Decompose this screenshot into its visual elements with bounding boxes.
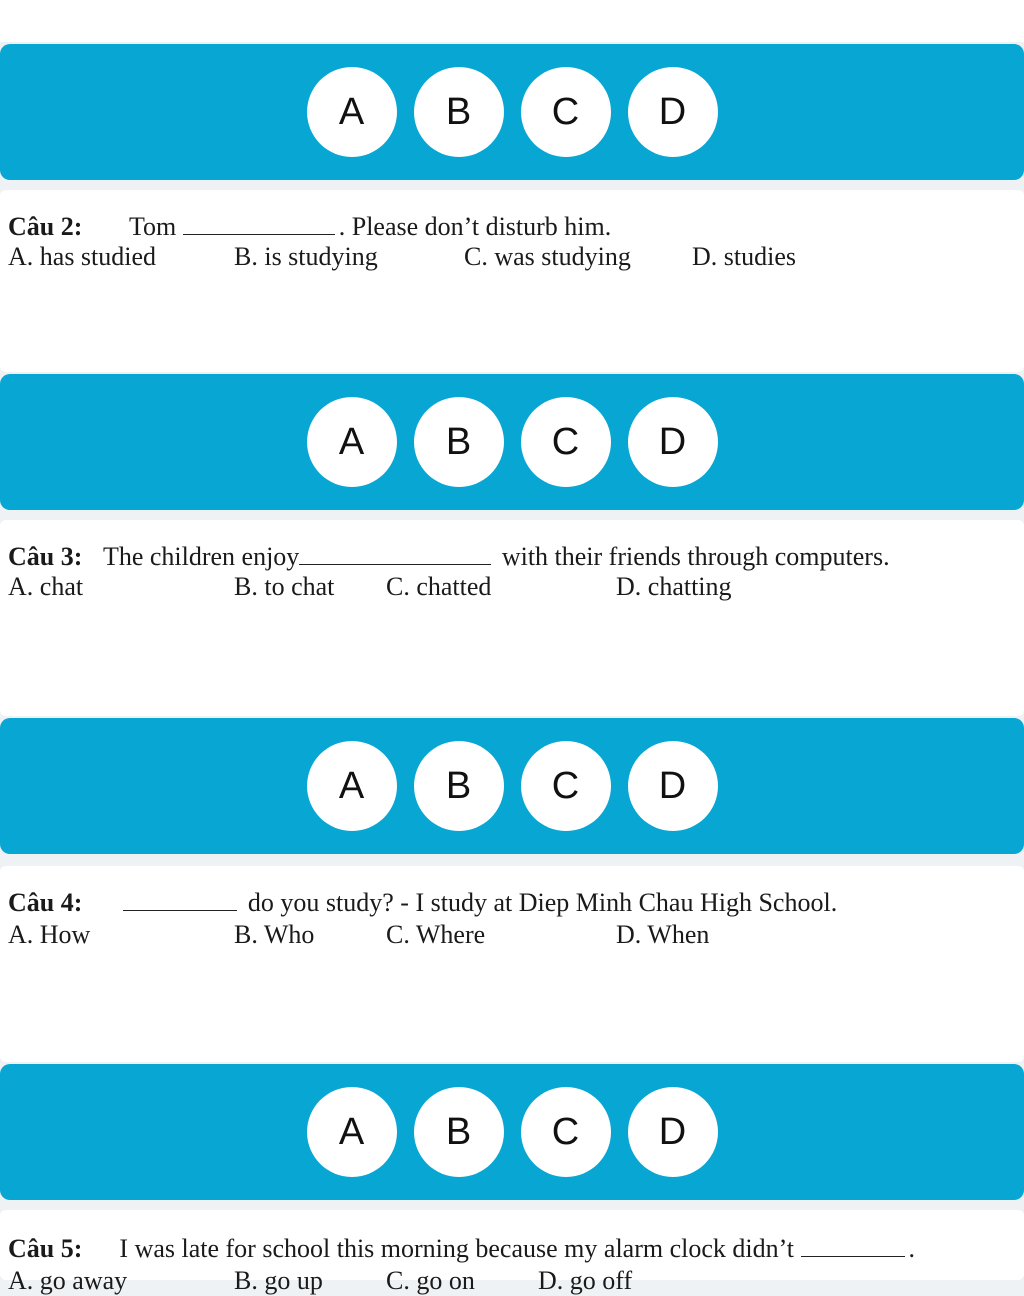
question-text [8,542,890,572]
option-c-button[interactable]: C [521,741,611,831]
option-d-button[interactable]: D [628,741,718,831]
answer-blank [183,234,335,235]
choice-d: D. studies [692,242,796,271]
question-card-3 [0,520,1024,716]
question-card-5 [0,1210,1024,1295]
option-b-button[interactable]: B [414,67,504,157]
choice-d: D. go off [538,1266,633,1295]
option-d-button[interactable]: D [628,1087,718,1177]
answer-bar-3 [0,718,1024,854]
choice-c: C. Where [386,920,486,949]
choice-c: C. chatted [386,572,492,601]
question-stem-before: The children enjoy [102,542,300,571]
option-a-button[interactable]: A [307,1087,397,1177]
option-b-button[interactable]: B [414,1087,504,1177]
choice-b: B. to chat [234,572,335,601]
question-label: Câu 4: [8,888,83,917]
answer-bar-1 [0,44,1024,180]
option-a-button[interactable]: A [307,67,397,157]
choice-d: D. When [616,920,710,949]
question-label: Câu 2: [8,212,83,241]
answer-blank [299,564,491,565]
question-stem-after: . [908,1234,916,1263]
question-label: Câu 5: [8,1234,83,1263]
answer-blank [123,910,237,911]
question-stem-after: with their friends through computers. [501,542,890,571]
choice-c: C. go on [386,1266,475,1295]
question-text [8,1234,915,1264]
question-stem-before: I was late for school this morning because my alarm clock didn’t [119,1234,795,1263]
option-a-button[interactable]: A [307,741,397,831]
choice-a: A. How [8,920,91,949]
question-text [8,888,837,918]
option-d-button[interactable]: D [628,397,718,487]
answer-blank [801,1256,905,1257]
choice-b: B. Who [234,920,315,949]
question-stem-after: . Please don’t disturb him. [338,212,612,241]
question-stem-after: do you study? - I study at Diep Minh Chau High School. [247,888,838,917]
option-b-button[interactable]: B [414,397,504,487]
answer-bar-4 [0,1064,1024,1200]
option-a-button[interactable]: A [307,397,397,487]
option-c-button[interactable]: C [521,1087,611,1177]
choice-b: B. go up [234,1266,323,1295]
question-label: Câu 3: [8,542,83,571]
question-card-2 [0,190,1024,372]
choice-d: D. chatting [616,572,732,601]
question-stem-before: Tom [128,212,177,241]
choice-a: A. go away [8,1266,128,1295]
answer-bar-2 [0,374,1024,510]
choice-a: A. chat [8,572,84,601]
choice-b: B. is studying [234,242,378,271]
question-text [8,212,611,242]
option-b-button[interactable]: B [414,741,504,831]
option-c-button[interactable]: C [521,67,611,157]
choice-c: C. was studying [464,242,631,271]
option-d-button[interactable]: D [628,67,718,157]
choice-a: A. has studied [8,242,157,271]
option-c-button[interactable]: C [521,397,611,487]
previous-card [0,0,1024,42]
question-card-4 [0,866,1024,1062]
